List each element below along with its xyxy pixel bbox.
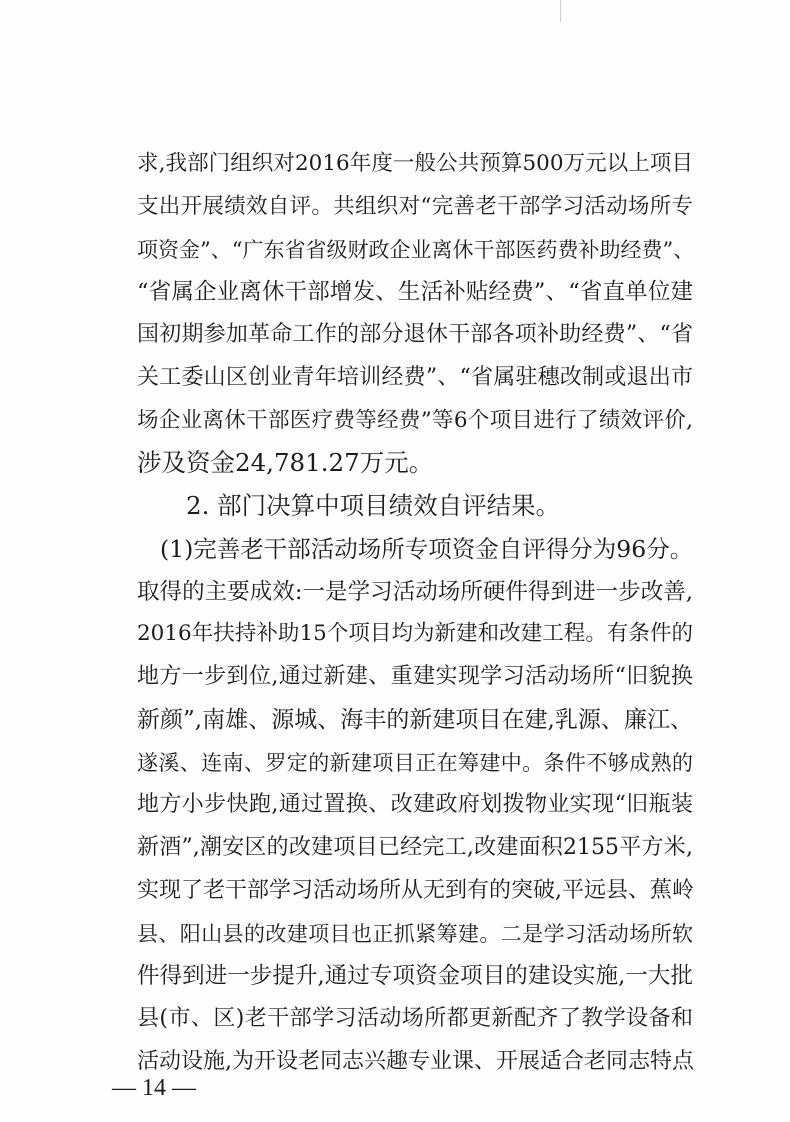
- body-line-20: 件得到进一步提升,通过专项资金项目的建设实施,一大批: [137, 963, 693, 989]
- body-line-6: 关工委山区创业青年培训经费”、“省属驻穗改制或退出市: [137, 365, 693, 390]
- page-fold-mark: [560, 0, 561, 22]
- body-line-16: 地方小步快跑,通过置换、改建政府划拨物业实现“旧瓶装: [137, 792, 693, 817]
- body-line-14: 新颜”,南雄、源城、海丰的新建项目在建,乳源、廉江、: [137, 707, 693, 733]
- body-line-2: 支出开展绩效自评。共组织对“完善老干部学习活动场所专: [137, 194, 693, 219]
- body-line-4: “省属企业离休干部增发、生活补贴经费”、“省直单位建: [137, 279, 693, 305]
- body-line-18: 实现了老干部学习活动场所从无到有的突破,平远县、蕉岭: [137, 878, 694, 903]
- body-line-5: 国初期参加革命工作的部分退休干部各项补助经费”、“省: [137, 322, 693, 347]
- body-line-22: 活动设施,为开设老同志兴趣专业课、开展适合老同志特点: [137, 1049, 694, 1074]
- body-line-12: 2016年扶持补助15个项目均为新建和改建工程。有条件的: [137, 621, 693, 646]
- body-line-13: 地方一步到位,通过新建、重建实现学习活动场所“旧貌换: [137, 664, 693, 689]
- body-line-1: 求,我部门组织对2016年度一般公共预算500万元以上项目: [137, 151, 693, 176]
- body-line-8: 涉及资金24,781.27万元。: [137, 448, 434, 477]
- body-line-15: 遂溪、连南、罗定的新建项目正在筹建中。条件不够成熟的: [137, 751, 693, 775]
- page-number: — 14 —: [112, 1075, 196, 1101]
- body-line-11: 取得的主要成效:一是学习活动场所硬件得到进一步改善,: [137, 579, 693, 605]
- body-line-21: 县(市、区)老干部学习活动场所都更新配齐了教学设备和: [137, 1006, 693, 1031]
- body-line-7: 场企业离休干部医疗费等经费”等6个项目进行了绩效评价,: [137, 408, 693, 433]
- body-line-3: 项资金”、“广东省省级财政企业离休干部医药费补助经费”、: [137, 238, 695, 262]
- section-heading: 2. 部门决算中项目绩效自评结果。: [186, 491, 561, 520]
- body-line-17: 新酒”,潮安区的改建项目已经完工,改建面积2155平方米,: [137, 835, 693, 860]
- body-line-10: (1)完善老干部活动场所专项资金自评得分为96分。: [160, 535, 694, 563]
- body-line-19: 县、阳山县的改建项目也正抓紧筹建。二是学习活动场所软: [137, 922, 693, 946]
